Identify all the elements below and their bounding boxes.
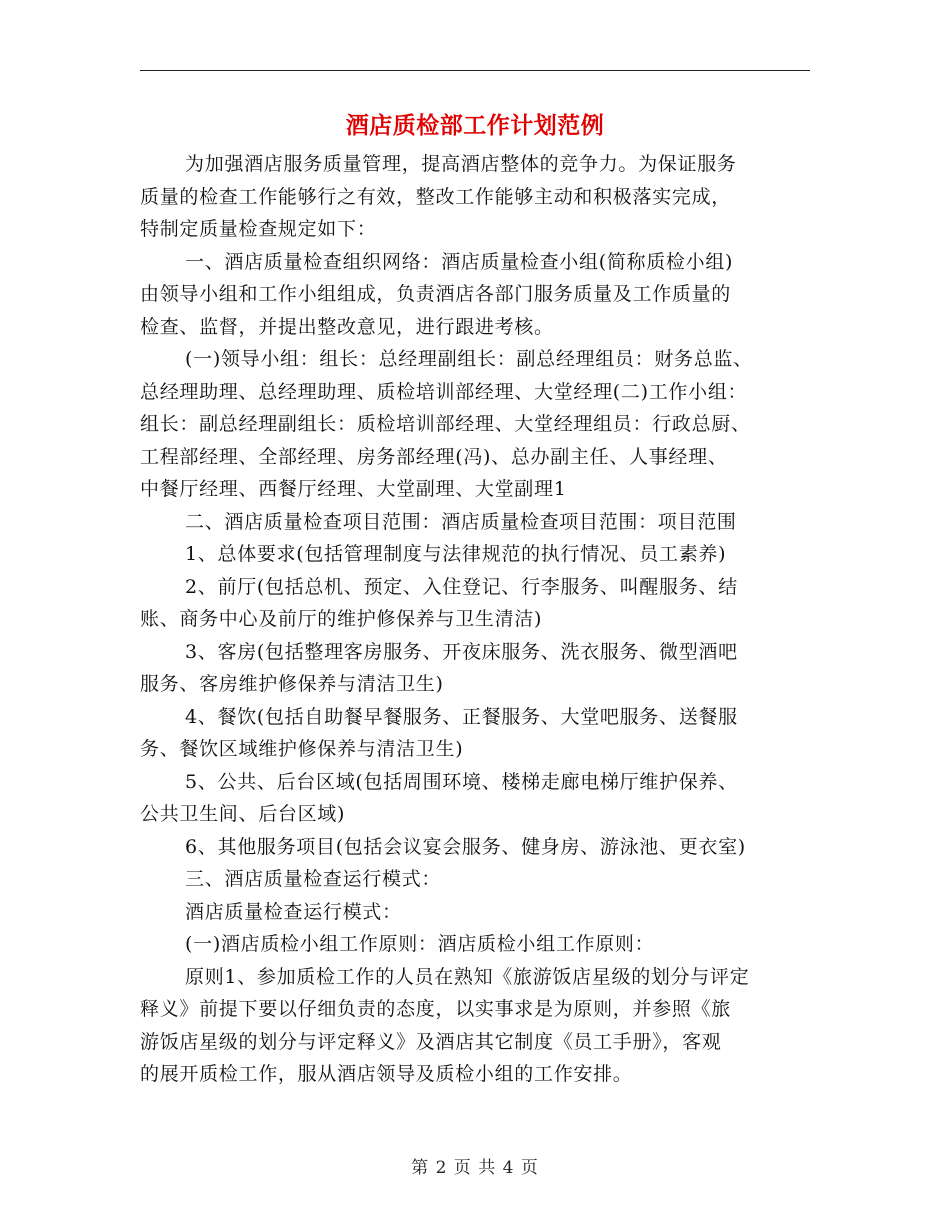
body-line: 6、其他服务项目(包括会议宴会服务、健身房、游泳池、更衣室): [185, 835, 746, 858]
body-line: 检查、监督，并提出整改意见，进行跟进考核。: [140, 315, 554, 338]
body-line: 酒店质量检查运行模式：: [185, 900, 402, 923]
document-title: 酒店质检部工作计划范例: [345, 112, 605, 139]
body-line: 组长：副总经理副组长：质检培训部经理、大堂经理组员：行政总厨、: [140, 413, 751, 435]
header-rule: [140, 70, 810, 71]
body-line: 2、前厅(包括总机、预定、入住登记、行李服务、叫醒服务、结: [185, 575, 738, 598]
page-number-footer: 第 2 页 共 4 页: [411, 1158, 539, 1178]
body-line: 公共卫生间、后台区域): [140, 803, 346, 825]
body-line: 的展开质检工作，服从酒店领导及质检小组的工作安排。: [140, 1063, 633, 1085]
body-line: 由领导小组和工作小组组成，负责酒店各部门服务质量及工作质量的: [140, 283, 732, 305]
body-line: 总经理助理、总经理助理、质检培训部经理、大堂经理(二)工作小组：: [140, 380, 748, 403]
body-line: 中餐厅经理、西餐厅经理、大堂副理、大堂副理1: [140, 478, 567, 500]
body-line: 三、酒店质量检查运行模式：: [185, 868, 442, 890]
body-line: 一、酒店质量检查组织网络：酒店质量检查小组(简称质检小组): [185, 250, 734, 273]
body-line: 二、酒店质量检查项目范围：酒店质量检查项目范围：项目范围: [185, 510, 737, 533]
body-line: 5、公共、后台区域(包括周围环境、楼梯走廊电梯厅维护保养、: [185, 770, 738, 793]
body-line: 原则1、参加质检工作的人员在熟知《旅游饭店星级的划分与评定: [185, 965, 750, 988]
body-line: (一)领导小组：组长：总经理副组长：副总经理组员：财务总监、: [185, 348, 753, 370]
body-line: 工程部经理、全部经理、房务部经理(冯)、总办副主任、人事经理、: [140, 445, 728, 468]
body-line: 务、餐饮区域维护修保养与清洁卫生): [140, 738, 464, 760]
body-line: 账、商务中心及前厅的维护修保养与卫生清洁): [140, 608, 543, 630]
body-line: 质量的检查工作能够行之有效，整改工作能够主动和积极落实完成，: [140, 185, 732, 208]
body-line: 服务、客房维护修保养与清洁卫生): [140, 673, 444, 695]
document-body: [140, 148, 810, 1091]
body-line: 1、总体要求(包括管理制度与法律规范的执行情况、员工素养): [185, 543, 727, 565]
body-line: (一)酒店质检小组工作原则：酒店质检小组工作原则：: [185, 933, 655, 955]
body-line: 特制定质量检查规定如下：: [140, 218, 377, 240]
body-line: 游饭店星级的划分与评定释义》及酒店其它制度《员工手册》，客观: [140, 1030, 722, 1053]
body-line: 3、客房(包括整理客房服务、开夜床服务、洗衣服务、微型酒吧: [185, 640, 738, 663]
body-line: 为加强酒店服务质量管理，提高酒店整体的竞争力。为保证服务: [185, 153, 737, 175]
body-line: 释义》前提下要以仔细负责的态度，以实事求是为原则，并参照《旅: [140, 998, 732, 1020]
body-line: 4、餐饮(包括自助餐早餐服务、正餐服务、大堂吧服务、送餐服: [185, 705, 738, 728]
